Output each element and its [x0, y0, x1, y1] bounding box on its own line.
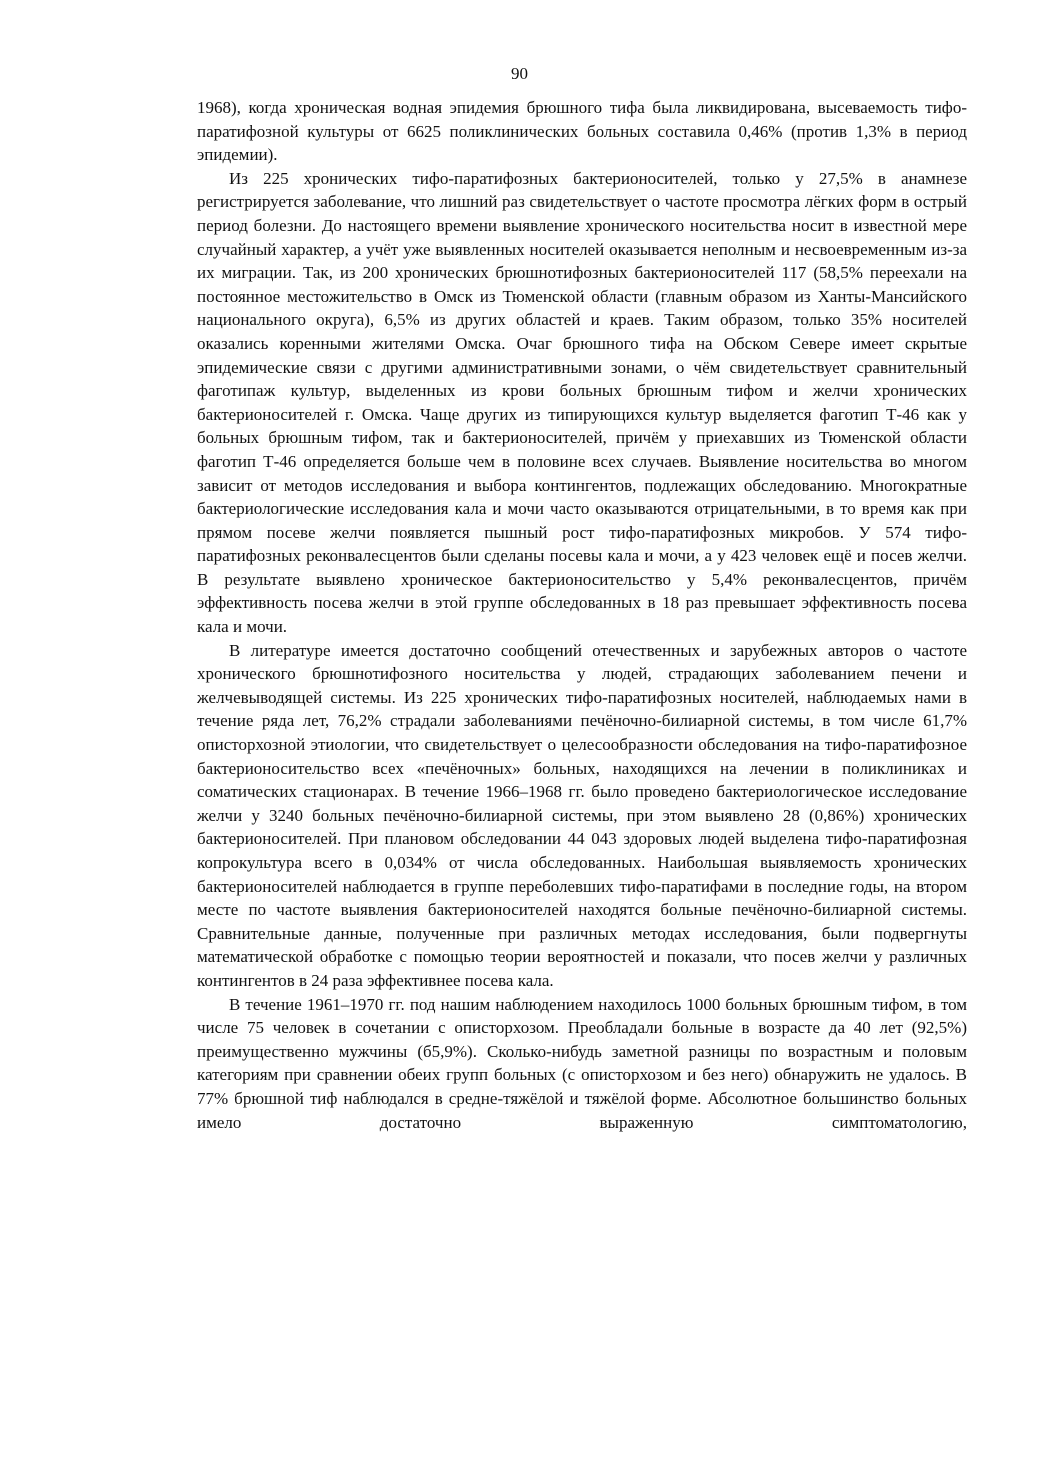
page-number: 90	[511, 64, 528, 83]
document-body	[197, 96, 967, 1134]
paragraph-1: 1968), когда хроническая водная эпидемия брюшного тифа была ликвидирована, высеваемость тифо-паратифозной культуры от 6625 поликлинических больных составила 0,46% (против 1,3% в период эпидемии).	[197, 98, 967, 165]
paragraph-4: В течение 1961–1970 гг. под нашим наблюдением находилось 1000 больных брюшным тифом, в том числе 75 человек в сочетании с описторхозом. Преобладали больные в возрасте да 40 лет (92,5%) преимущественно мужчины (б5,9%). Сколько-нибудь заметной разницы по возрастным и половым категориям при сравнении обеих групп больных (с описторхозом и без него) обнаружить не удалось. В 77% брюшной тиф наблюдался в средне-тяжёлой и тяжёлой форме. Абсолютное большинство больных имело достаточно выраженную симптоматологию,	[197, 994, 967, 1132]
paragraph-2: Из 225 хронических тифо-паратифозных бактерионосителей, только у 27,5% в анамнезе регистрируется заболевание, что лишний раз свидетельствует о частоте просмотра лёгких форм в острый период болезни. До настоящего времени выявление хронического носительства носит в известной мере случайный характер, а учёт уже выявленных носителей оказывается неполным и несвоевременным из-за их миграции. Так, из 200 хронических брюшнотифозных бактерионосителей 117 (58,5% переехали на постоянное местожительство в Омск из Тюменской области (главным образом из Ханты-Мансийского национального округа), 6,5% из других областей и краев. Таким образом, только 35% носителей оказались коренными жителями Омска. Очаг брюшного тифа на Обском Севере имеет скрытые эпидемические связи с другими административными зонами, о чём свидетельствует сравнительный фаготипаж культур, выделенных из крови больных брюшным тифом и желчи хронических бактерионосителей г. Омска. Чаще других из типирующихся культур выделяется фаготип Т-46 как у больных брюшным тифом, так и бактерионосителей, причём у приехавших из Тюменской области фаготип Т-46 определяется больше чем в половине всех случаев. Выявление носительства во многом зависит от методов исследования и выбора контингентов, подлежащих обследованию. Многократные бактериологические исследования кала и мочи часто оказываются отрицательными, в то время как при прямом посеве желчи появляется пышный рост тифо-паратифозных микробов. У 574 тифо-паратифозных реконвалесцентов были сделаны посевы кала и мочи, а у 423 человек ещё и посев желчи. В результате выявлено хроническое бактерионосительство у 5,4% реконвалесцентов, причём эффективность посева желчи в этой группе обследованных в 18 раз превышает эффективность посева кала и мочи.	[197, 168, 967, 637]
paragraph-3: В литературе имеется достаточно сообщений отечественных и зарубежных авторов о частоте хронического брюшнотифозного носительства у людей, страдающих заболеванием печени и желчевыводящей системы. Из 225 хронических тифо-паратифозных носителей, наблюдаемых нами в течение ряда лет, 76,2% страдали заболеваниями печёночно-билиарной системы, в том числе 61,7% описторхозной этиологии, что свидетельствует о целесообразности обследования на тифо-паратифозное бактерионосительство всех «печёночных» больных, находящихся на лечении в поликлиниках и соматических стационарах. В течение 1966–1968 гг. было проведено бактериологическое исследование желчи у 3240 больных печёночно-билиарной системы, при этом выявлено 28 (0,86%) хронических бактерионосителей. При плановом обследовании 44 043 здоровых людей выделена тифо-паратифозная копрокультура всего в 0,034% от числа обследованных. Наибольшая выявляемость хронических бактерионосителей наблюдается в группе переболевших тифо-паратифами в последние годы, на втором месте по частоте выявления бактерионосителей находятся больные печёночно-билиарной системы. Сравнительные данные, полученные при различных методах исследования, были подвергнуты математической обработке с помощью теории вероятностей и показали, что посев желчи у различных контингентов в 24 раза эффективнее посева кала.	[197, 640, 967, 990]
